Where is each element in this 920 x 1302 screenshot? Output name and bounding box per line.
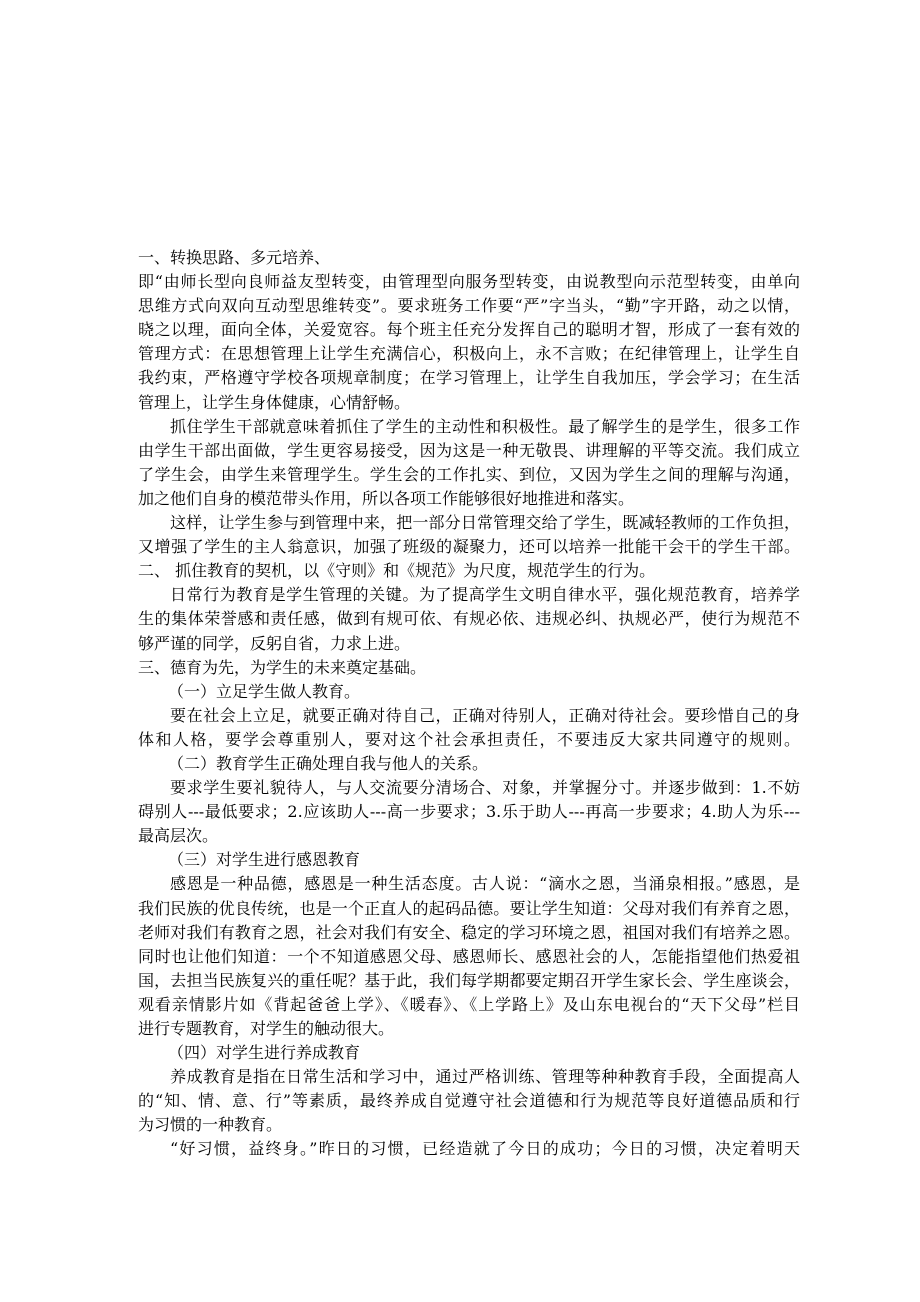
text-line: 体和人格，要学会尊重别人，要对这个社会承担责任，不要违反大家共同遵守的规则。 [138, 729, 800, 749]
text-line: 够严谨的同学，反躬自省，力求上进。 [138, 633, 411, 653]
text-line: 我约束，严格遵守学校各项规章制度；在学习管理上，让学生自我加压，学会学习；在生活 [138, 368, 800, 388]
text-line: 即“由师长型向良师益友型转变，由管理型向服务型转变，由说教型向示范型转变，由单向 [138, 272, 800, 292]
document-body [138, 246, 800, 1162]
text-line: 加之他们自身的模范带头作用，所以各项工作能够很好地推进和落实。 [138, 488, 635, 508]
text-line: 感恩是一种品德，感恩是一种生活态度。古人说：“滴水之恩，当涌泉相报。”感恩，是 [170, 874, 800, 894]
text-line: 了学生会，由学生来管理学生。学生会的工作扎实、到位，又因为学生之间的理解与沟通， [138, 464, 800, 484]
text-line: 为习惯的一种教育。 [138, 1115, 283, 1135]
text-line: 老师对我们有教育之恩，社会对我们有安全、稳定的学习环境之恩，祖国对我们有培养之恩。 [138, 922, 800, 942]
section-heading: （三）对学生进行感恩教育 [168, 850, 361, 870]
section-heading: 二、 抓住教育的契机，以《守则》和《规范》为尺度，规范学生的行为。 [138, 561, 656, 581]
section-heading: 三、德育为先，为学生的未来奠定基础。 [138, 657, 427, 677]
text-line: 管理上，让学生身体健康，心情舒畅。 [138, 392, 411, 412]
text-line: 抓住学生干部就意味着抓住了学生的主动性和积极性。最了解学生的是学生，很多工作 [170, 416, 800, 436]
text-line: 观看亲情影片如《背起爸爸上学》、《暖春》、《上学路上》及山东电视台的“天下父母”栏目 [138, 994, 800, 1014]
section-heading: （二）教育学生正确处理自我与他人的关系。 [168, 753, 489, 773]
text-line: 最高层次。 [138, 826, 219, 846]
text-line: 国，去担当民族复兴的重任呢？基于此，我们每学期都要定期召开学生家长会、学生座谈会， [138, 970, 800, 990]
text-line: 要求学生要礼貌待人，与人交流要分清场合、对象，并掌握分寸。并逐步做到：1.不妨 [170, 778, 800, 798]
text-line: 进行专题教育，对学生的触动很大。 [138, 1019, 395, 1038]
text-line: 的“知、情、意、行”等素质，最终养成自觉遵守社会道德和行为规范等良好道德品质和行 [138, 1091, 800, 1111]
text-line: 管理方式：在思想管理上让学生充满信心，积极向上，永不言败；在纪律管理上，让学生自 [138, 344, 800, 364]
section-heading: （四）对学生进行养成教育 [168, 1043, 361, 1063]
text-line: 要在社会上立足，就要正确对待自己，正确对待别人，正确对待社会。要珍惜自己的身 [170, 705, 800, 725]
text-line: 思维方式向双向互动型思维转变”。要求班务工作要“严”字当头，“勤”字开路，动之以情， [138, 296, 800, 316]
text-line: 日常行为教育是学生管理的关键。为了提高学生文明自律水平，强化规范教育，培养学 [170, 585, 800, 605]
text-line: “好习惯，益终身。”昨日的习惯，已经造就了今日的成功；今日的习惯，决定着明天 [170, 1139, 800, 1159]
text-line: 碍别人---最低要求；2.应该助人---高一步要求；3.乐于助人---再高一步要求；4.助人为乐--- [138, 802, 800, 822]
text-line: 生的集体荣誉感和责任感，做到有规可依、有规必依、违规必纠、执规必严，使行为规范不 [138, 609, 800, 629]
section-heading: （一）立足学生做人教育。 [168, 681, 361, 701]
text-line: 同时也让他们知道：一个不知道感恩父母、感恩师长、感恩社会的人，怎能指望他们热爱祖 [138, 946, 800, 966]
text-line: 我们民族的优良传统，也是一个正直人的起码品德。要让学生知道：父母对我们有养育之恩， [138, 898, 800, 918]
text-line: 又增强了学生的主人翁意识，加强了班级的凝聚力，还可以培养一批能干会干的学生干部。 [138, 537, 800, 557]
text-line: 养成教育是指在日常生活和学习中，通过严格训练、管理等种种教育手段，全面提高人 [170, 1067, 800, 1087]
section-heading: 一、转换思路、多元培养、 [138, 248, 331, 267]
text-line: 晓之以理，面向全体，关爱宽容。每个班主任充分发挥自己的聪明才智，形成了一套有效的 [138, 320, 800, 340]
text-line: 这样，让学生参与到管理中来，把一部分日常管理交给了学生，既减轻教师的工作负担， [170, 513, 800, 533]
text-line: 由学生干部出面做，学生更容易接受，因为这是一种无敬畏、讲理解的平等交流。我们成立 [138, 440, 800, 460]
